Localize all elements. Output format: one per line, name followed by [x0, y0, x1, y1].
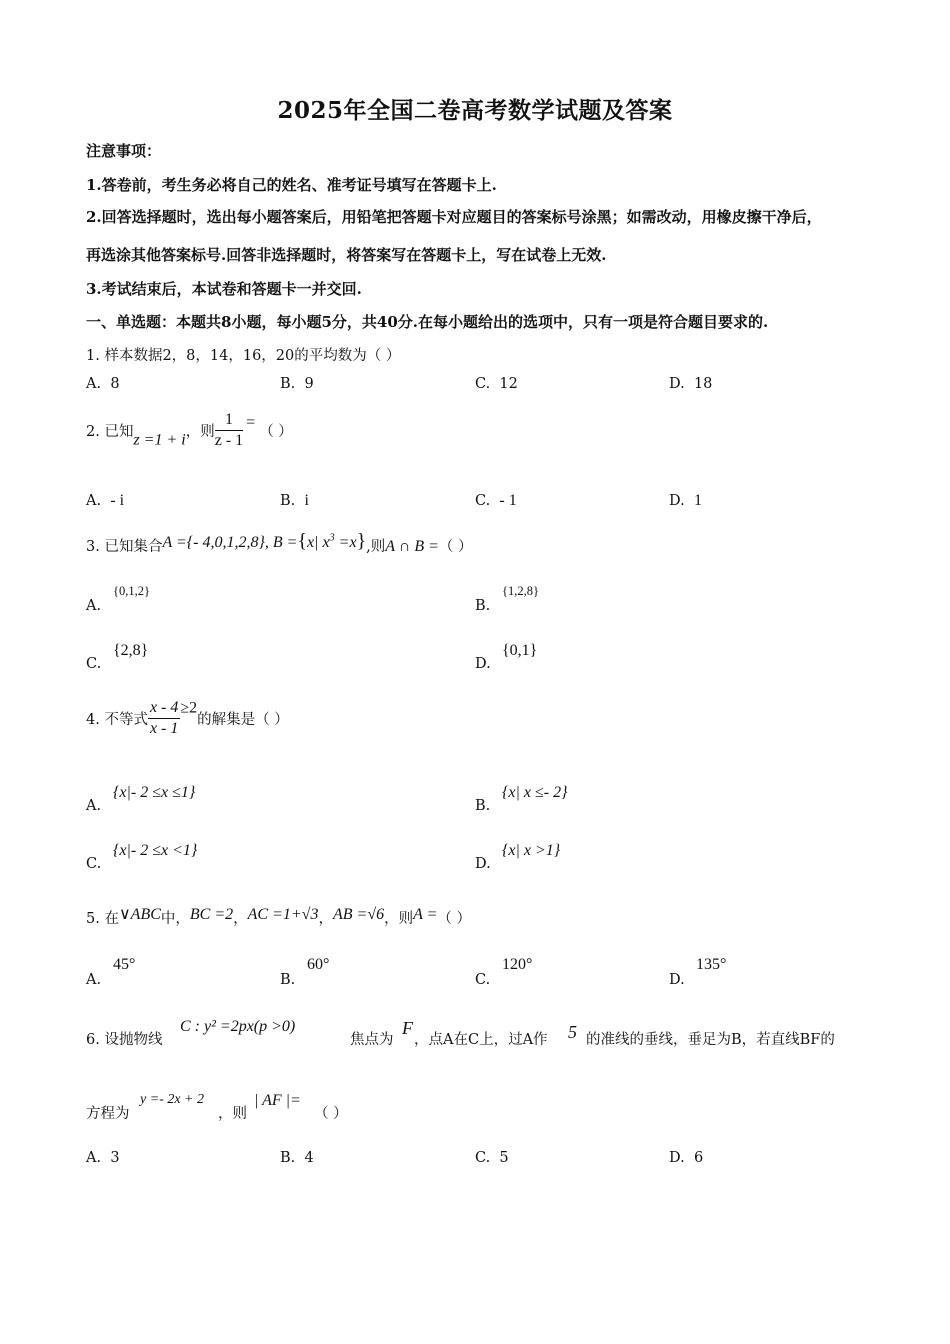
q3-suffix: （ ）	[438, 539, 473, 555]
q2-option-b	[280, 492, 309, 510]
q4-fraction	[148, 698, 180, 739]
q5-mid: 中，	[160, 911, 190, 927]
q6-mid-1: 焦点为	[350, 1032, 394, 1048]
q6-option-d	[669, 1150, 703, 1166]
q5-suffix: （ ）	[437, 911, 471, 927]
option-value: 12	[499, 376, 518, 392]
q5-option-a-value: 45°	[113, 956, 136, 973]
q4-option-d-value: {x| x >1}	[502, 842, 561, 859]
option-label: A.	[86, 376, 102, 392]
q3-option-b-value: {1,2,8}	[502, 584, 539, 598]
option-label: D.	[669, 493, 685, 509]
q5-option-c-label: C.	[475, 972, 491, 988]
q5-ac: AC =1+√3	[247, 906, 319, 923]
option-label: B.	[280, 493, 296, 509]
q6-af: | AF |=	[254, 1092, 301, 1109]
q1-option-a	[86, 376, 120, 392]
option-value: 6	[693, 1150, 704, 1166]
note-item-3: 3.考试结束后，本试卷和答题卡一并交回.	[86, 280, 362, 298]
q3-option-d-value: {0,1}	[502, 642, 538, 659]
q5-sep: ，	[318, 911, 333, 927]
q3-stem	[86, 530, 473, 556]
q3-exponent: 3	[329, 532, 335, 544]
option-label: A.	[86, 493, 102, 509]
option-value: 4	[304, 1150, 314, 1166]
q5-target: A =	[413, 906, 438, 923]
option-value: 9	[304, 376, 314, 392]
q6-option-a	[86, 1150, 120, 1166]
option-value: - i	[110, 492, 125, 509]
q5-option-d-label: D.	[669, 972, 685, 988]
option-value: 1	[693, 492, 702, 509]
q6-option-c	[475, 1150, 509, 1166]
q6-curve-name: 5	[568, 1022, 577, 1042]
q3-option-c-value: {2,8}	[113, 642, 149, 659]
q4-option-a-label: A.	[86, 798, 102, 814]
q4-option-d-label: D.	[475, 856, 491, 872]
q2-condition: z =1 + i	[133, 431, 186, 449]
q5-option-b-value: 60°	[307, 956, 330, 973]
q3-expression: A ∩ B =	[385, 538, 439, 555]
q5-option-c-value: 120°	[502, 956, 533, 973]
q3-mid: ,则	[366, 539, 386, 555]
q3-set-b: {x| $x^3 =x$}	[297, 530, 367, 552]
q4-option-b-label: B.	[475, 798, 491, 814]
q3-option-a-value: {0,1,2}	[113, 584, 150, 598]
q3-set-b-body: x| x	[307, 534, 330, 551]
q3-set-b-end: =x	[334, 534, 357, 551]
q2-denominator: z - 1	[214, 432, 244, 449]
q2-option-d	[669, 492, 702, 510]
q1-option-c	[475, 376, 518, 392]
notes-heading: 注意事项：	[86, 142, 162, 160]
option-value: - 1	[499, 492, 517, 509]
q2-mid: ，则	[185, 424, 215, 440]
q5-option-d-value: 135°	[696, 956, 727, 973]
option-label: D.	[669, 1150, 685, 1166]
option-label: B.	[280, 376, 296, 392]
q5-ab: AB =√6	[332, 906, 385, 923]
q5-option-b-label: B.	[280, 972, 296, 988]
q4-option-a-value: {x|- 2 ≤x ≤1}	[113, 784, 196, 801]
q3-option-d-label: D.	[475, 656, 491, 672]
q4-stem	[86, 698, 289, 739]
q3-option-b-label: B.	[475, 598, 491, 614]
page-title: 2025年全国二卷高考数学试题及答案	[277, 97, 673, 124]
q2-numerator: 1	[215, 410, 243, 431]
option-value: 18	[693, 376, 713, 392]
q4-denominator: x - 1	[149, 720, 179, 737]
q2-suffix: （ ）	[259, 424, 293, 440]
q5-sep: ，	[233, 911, 248, 927]
q6-option-b	[280, 1150, 314, 1166]
q5-option-a-label: A.	[86, 972, 102, 988]
q6-mid-4: ，则	[218, 1106, 247, 1122]
option-label: C.	[475, 493, 491, 509]
option-label: C.	[475, 376, 491, 392]
q5-triangle: ∨ABC	[118, 906, 161, 923]
q2-option-c	[475, 492, 517, 510]
q3-prefix: 3. 已知集合	[86, 539, 163, 555]
option-label: A.	[86, 1150, 102, 1166]
q6-suffix: （ ）	[314, 1106, 348, 1122]
option-value: 3	[110, 1150, 120, 1166]
q4-option-c-label: C.	[86, 856, 102, 872]
q6-prefix: 6. 设抛物线	[86, 1032, 163, 1048]
option-label: D.	[669, 376, 685, 392]
q5-stem	[86, 904, 471, 928]
q2-fraction	[215, 410, 243, 451]
q1-option-d	[669, 376, 712, 392]
q5-mid: ，则	[384, 911, 414, 927]
q3-option-c-label: C.	[86, 656, 102, 672]
q6-curve: C : y² =2px(p >0)	[180, 1018, 296, 1035]
q4-option-c-value: {x|- 2 ≤x <1}	[113, 842, 198, 859]
q2-stem	[86, 410, 293, 451]
option-value: 8	[110, 376, 120, 392]
section-heading: 一、单选题：本题共8小题，每小题5分，共40分.在每小题给出的选项中，只有一项是符合题目要求的.	[86, 313, 769, 331]
q5-bc: BC =2	[189, 906, 234, 923]
q2-prefix: 2. 已知	[86, 424, 134, 440]
q4-numerator: x - 4	[148, 698, 180, 719]
note-item-2-line-2: 再选涂其他答案标号.回答非选择题时，将答案写在答题卡上，写在试卷上无效.	[86, 246, 607, 264]
q4-suffix: 的解集是（ ）	[197, 712, 289, 728]
q2-equals: =	[246, 413, 256, 431]
q6-focus: F	[402, 1018, 413, 1038]
q5-prefix: 5. 在	[86, 911, 119, 927]
note-item-2-line-1: 2.回答选择题时，选出每小题答案后，用铅笔把答题卡对应题目的答案标号涂黑；如需改动，用橡皮擦干净后，	[86, 208, 822, 226]
q6-line-2-prefix: 方程为	[86, 1106, 130, 1122]
q6-mid-2: ，点A在C上，过A作	[414, 1032, 548, 1048]
q4-inequality: ≥2	[180, 699, 198, 717]
q6-mid-3: 的准线的垂线，垂足为B，若直线BF的	[586, 1032, 835, 1048]
q4-prefix: 4. 不等式	[86, 712, 148, 728]
q2-option-a	[86, 492, 124, 510]
q6-line-equation: y =- 2x + 2	[140, 1092, 204, 1107]
note-item-1: 1.答卷前，考生务必将自己的姓名、准考证号填写在答题卡上.	[86, 176, 497, 194]
option-value: i	[304, 492, 309, 509]
q3-set-a: A ={- 4,0,1,2,8}, B =	[162, 534, 298, 551]
option-label: C.	[475, 1150, 491, 1166]
q1-stem: 1. 样本数据2，8，14，16，20的平均数为（ ）	[86, 348, 401, 364]
q1-option-b	[280, 376, 314, 392]
option-label: B.	[280, 1150, 296, 1166]
q4-option-b-value: {x| x ≤- 2}	[502, 784, 568, 801]
option-value: 5	[499, 1150, 509, 1166]
q3-option-a-label: A.	[86, 598, 102, 614]
